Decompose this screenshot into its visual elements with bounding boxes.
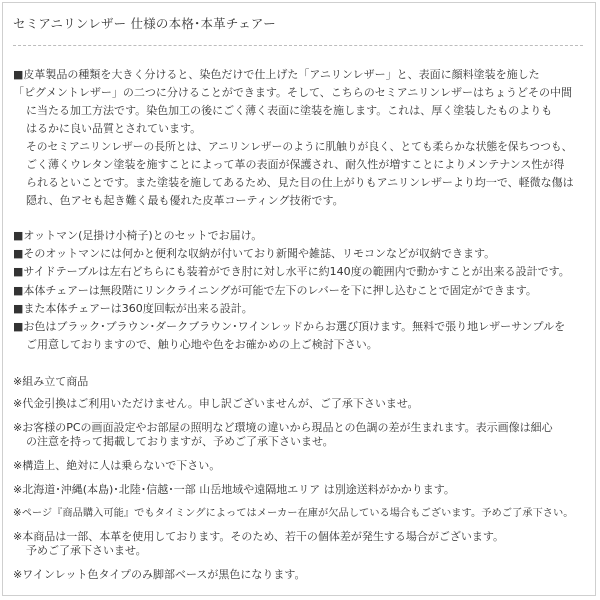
feature-item-side-table: ■サイドテーブルは左右どちらにも装着ができ肘に対し水平に約140度の範囲内で動かすことが出来る設計です。 — [13, 265, 570, 278]
note-shipping: ※北海道･沖縄(本島)･北陸･信越･一部 山岳地域や遠隔地エリア は別途送料がかかります。 — [13, 483, 455, 496]
note-color-difference: ※お客様のPCの画面設定やお部屋の照明など環境の違いから現品との色調の差が生まれます。表示画像は細心 — [13, 421, 553, 434]
note-wine-red-base: ※ワインレット色タイプのみ脚部ベースが黒色になります。 — [13, 568, 306, 581]
note-cod: ※代金引換はご利用いただけません。申し訳ございませんが、ご了承下さいませ。 — [13, 397, 419, 410]
feature-item-storage: ■そのオットマンには何かと便利な収納が付いており新聞や雑誌、リモコンなどが収納できます。 — [13, 247, 496, 260]
leather-text-line-2: 「ピグメントレザー」の二つに分けることができます。そして、こちらのセミアニリンレザーはちょうどその中間 — [13, 86, 572, 99]
feature-item-colors: ■お色はブラック･ブラウン･ダークブラウン･ワインレッドからお選び頂けます。無料で張り地レザーサンプルを — [13, 320, 566, 333]
leather-text-line-4: はるかに良い品質とされています。 — [26, 122, 202, 135]
note-genuine-leather-cont: 予めご了承下さいませ。 — [26, 544, 147, 557]
feature-item-ottoman: ■オットマン(足掛け小椅子)とのセットでお届け。 — [13, 229, 263, 242]
note-assembly: ※組み立て商品 — [13, 375, 89, 388]
leather-text-line-3: に当たる加工方法です。染色加工の後にごく薄く表面に塗装を施します。これは、厚く塗装したものよりも — [26, 104, 553, 117]
note-stock: ※ページ『商品購入可能』でもタイミングによってはメーカー在庫が欠品している場合もございます。予めご了承下さい。 — [13, 507, 574, 519]
feature-item-colors-cont: ご用意しておりますので、触り心地や色をお確かめの上ご検討下さい。 — [26, 338, 378, 351]
leather-text-line-1: ■皮革製品の種類を大きく分けると、染色だけで仕上げた「アニリンレザー」と、表面に顔料塗装を施した — [13, 68, 540, 81]
feature-item-rotation: ■また本体チェアーは360度回転が出来る設計。 — [13, 302, 253, 315]
leather-text-line-5: そのセミアニリンレザーの長所とは、アニリンレザーのように肌触りが良く、とても柔らかな状態を保ちつつも、 — [26, 140, 573, 153]
feature-item-reclining: ■本体チェアーは無段階にリンクライニングが可能で左下のレバーを下に押し込むことで固定ができます。 — [13, 284, 537, 297]
page-title: セミアニリンレザー 仕様の本格･本革チェアー — [13, 16, 276, 31]
note-structure: ※構造上、絶対に人は乗らないで下さい。 — [13, 459, 221, 472]
title-divider — [13, 45, 583, 46]
leather-text-line-6: ごく薄くウレタン塗装を施すことによって革の表面が保護され、耐久性が増すことによりメンテナンス性が得 — [26, 158, 565, 171]
leather-text-line-7: られるといことです。また塗装を施してあるため、見た目の仕上がりもアニリンレザーより均一で、軽微な傷は — [26, 176, 574, 189]
note-genuine-leather: ※本商品は一部、本革を使用しております。そのため、若干の個体差が発生する場合がございます。 — [13, 530, 505, 543]
leather-text-line-8: 隠れ、色アセも起き難く最も優れた皮革コーティング技術です。 — [26, 194, 344, 207]
note-color-difference-cont: の注意を持って掲載しておりますが、予めご了承下さいませ。 — [26, 435, 334, 448]
